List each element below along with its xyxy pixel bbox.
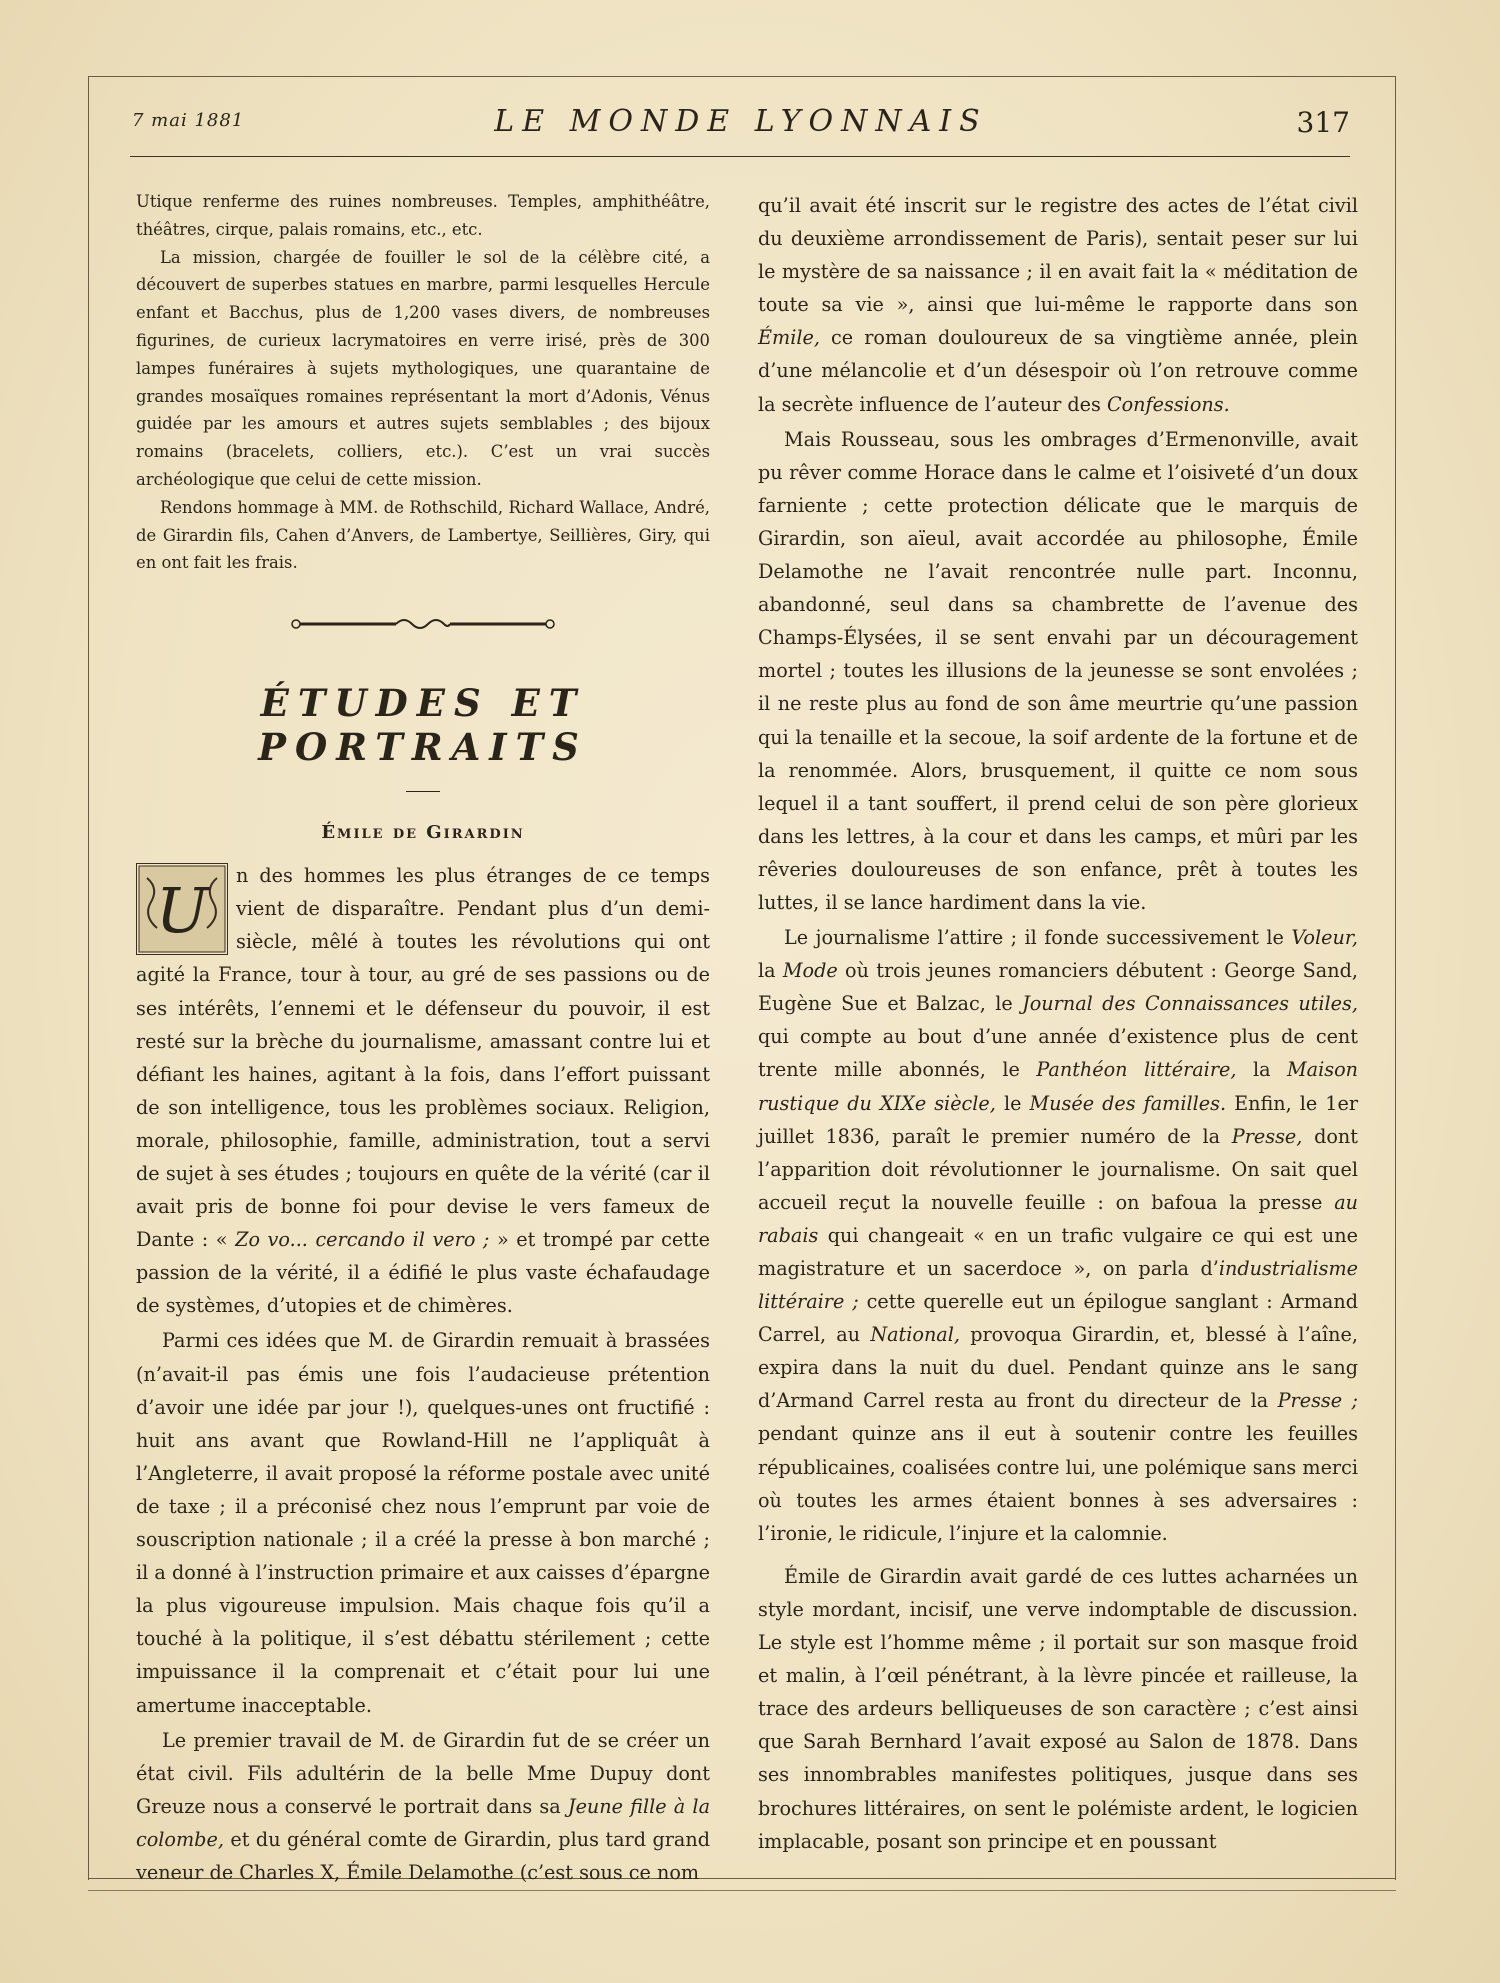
book-title: Émile, xyxy=(758,326,820,350)
book-title: Confessions. xyxy=(1106,392,1230,416)
article-paragraph-text: qui changeait « en un trafic vulgaire ce qui est une magistrature et un sacerdoce », on parla d’ xyxy=(758,1223,1358,1280)
article-paragraph: Parmi ces idées que M. de Girardin remuait à brassées (n’avait-il pas émis une fois l’audacieuse prétention d’avoir une idée par jour !), quelques-unes ont fructifié : huit ans avant que Rowland-Hill ne l’appliquât à l’Angleterre, il avait proposé la réforme postale avec unité de taxe ; il a préconisé chez nous l’emprunt par voie de souscription nationale ; il a créé la presse à bon marché ; il a donné à l’instruction primaire et aux caisses d’épargne la plus vigoureuse impulsion. Mais chaque fois qu’il a touché à la politique, il s’est débattu stérilement ; cette impuissance il la comprenait et c’était pour lui une amertume inacceptable. xyxy=(136,1329,710,1717)
article-paragraph-text: Le journalisme l’attire ; il fonde successivement le xyxy=(784,926,1284,950)
article-paragraph-text: qu’il avait été inscrit sur le registre des actes de l’état civil du deuxième arrondissement de Paris), sentait peser sur lui le mystère de sa naissance ; il en avait fait la « méditation de toute sa vie », ainsi que lui-même le rapporte dans son xyxy=(758,194,1358,317)
journal-title: Mode xyxy=(782,959,838,983)
frame-left-rule xyxy=(88,76,89,1880)
journal-title: Presse, xyxy=(1231,1124,1303,1148)
article-paragraph-text: n des hommes les plus étranges de ce temps vient de disparaître. Pendant plus d’un demi-siècle, mêlé à toutes les révolutions qui ont agité la France, tour à tour, au gré de ses passions ou de ses intérêts, l’ennemi et le défenseur du pouvoir, il est resté sur la brèche du journalisme, amassant contre lui et défiant les haines, agitant à la fois, dans l’effort puissant de son intelligence, tous les problèmes sociaux. Religion, morale, philosophie, famille, administration, tout a servi de sujet à ses études ; toujours en quête de la vérité (car il avait pris de bonne foi pour devise le vers fameux de Dante : « xyxy=(136,864,710,1252)
article-paragraph-text: » et trompé par cette passion de la vérité, il a édifié le plus vaste échafaudage de systèmes, d’utopies et de chimères. xyxy=(136,1228,710,1318)
article-paragraph-text: où trois jeunes romanciers débutent : George Sand, Eugène Sue et Balzac, le xyxy=(758,959,1358,1016)
article-paragraph-text: dont l’apparition doit révolutionner le journalisme. On sait quel accueil reçut la nouvelle feuille : on bafoua la presse xyxy=(758,1124,1358,1214)
header-rule xyxy=(130,156,1350,157)
article-paragraph-text: le xyxy=(1003,1091,1022,1115)
article-paragraph xyxy=(136,1724,710,1889)
article-paragraph-text: et du général comte de Girardin, plus tard grand veneur de Charles X, Émile Delamothe (c’est sous ce nom xyxy=(136,1827,710,1884)
right-column xyxy=(758,189,1358,1860)
intro-paragraph: Rendons hommage à MM. de Rothschild, Richard Wallace, André, de Girardin fils, Cahen d’Anvers, de Lambertye, Seillières, Giry, qui en ont fait les frais. xyxy=(136,497,710,573)
frame-right-rule xyxy=(1395,76,1396,1880)
journal-title: Maison rustique du XIXe siècle, xyxy=(758,1058,1359,1115)
article-paragraph xyxy=(758,189,1358,421)
header-title: LE MONDE LYONNAIS xyxy=(494,104,988,139)
frame-top-rule xyxy=(88,76,1396,77)
painting-title: Jeune fille à la colombe, xyxy=(136,1794,711,1851)
article-paragraph-text: la xyxy=(758,959,776,983)
article-paragraph-text: qui compte au bout d’une année d’existence plus de cent trente mille abonnés, le xyxy=(758,1025,1358,1082)
dropcap-ornament xyxy=(136,863,228,955)
section-title: ÉTUDES ET PORTRAITS xyxy=(258,681,588,770)
journal-title: National, xyxy=(870,1323,960,1347)
article-paragraph xyxy=(758,921,1358,1550)
article-paragraph-text: provoqua Girardin, et, blessé à l’aîne, expira dans la nuit du duel. Pendant quinze ans le sang d’Armand Carrel resta au front du directeur de la xyxy=(758,1323,1358,1413)
emphasis-text: industrialisme littéraire ; xyxy=(758,1257,1358,1314)
dante-quote: Zo vo... cercando il vero ; xyxy=(235,1228,490,1252)
journal-title: Voleur, xyxy=(1291,926,1358,950)
left-column xyxy=(136,188,710,1891)
journal-title: Panthéon littéraire, xyxy=(1036,1058,1237,1082)
article-paragraph: Émile de Girardin avait gardé de ces luttes acharnées un style mordant, incisif, une verve indomptable de discussion. Le style est l’homme même ; il portait sur son masque froid et malin, à l’œil pénétrant, à la lèvre pincée et railleuse, la trace des ardeurs belliqueuses de son caractère ; c’est ainsi que Sarah Bernhard l’avait exposé au Salon de 1878. Dans ses innombrables manifestes politiques, jusque dans ses brochures littéraires, on sent le polémiste ardent, le logicien implacable, posant son principe et en poussant xyxy=(758,1564,1358,1853)
page-number: 317 xyxy=(1296,106,1350,139)
journal-title: Journal des Connaissances utiles, xyxy=(1022,992,1358,1016)
intro-paragraph: Utique renferme des ruines nombreuses. Temples, amphithéâtre, théâtres, cirque, palais romains, etc., etc. xyxy=(136,192,710,239)
header-date: 7 mai 1881 xyxy=(132,110,245,131)
article-paragraph: Mais Rousseau, sous les ombrages d’Ermenonville, avait pu rêver comme Horace dans le calme et l’oisiveté d’un doux farniente ; cette protection délicate que le marquis de Girardin, son aïeul, avait accordée au philosophe, Émile Delamothe ne l’avait rencontrée nulle part. Inconnu, abandonné, seul dans sa chambrette de l’avenue des Champs-Élysées, il se sent envahi par un découragement mortel ; toutes les illusions de la jeunesse se sont envolées ; il ne reste plus au fond de son âme meurtrie qu’une passion qui la tenaille et la secoue, la soif ardente de la fortune et de la renommée. Alors, brusquement, il quitte ce nom sous lequel il a tant souffert, il prend celui de son père glorieux dans les lettres, à la cour et dans les camps, et mûri par les rêveries douloureuses de son enfance, prêt à toutes les luttes, il se lance hardiment dans la vie. xyxy=(758,427,1358,914)
article-paragraph-text: pendant quinze ans il eut à soutenir contre les feuilles républicaines, coalisées contre lui, une polémique sans merci où toutes les armes étaient bonnes à ses adversaires : l’ironie, le ridicule, l’injure et la calomnie. xyxy=(758,1422,1358,1545)
intro-paragraph: La mission, chargée de fouiller le sol de la célèbre cité, a découvert de superbes statues en marbre, parmi lesquelles Hercule enfant et Bacchus, plus de 1,200 vases divers, de nombreuses figurines, de curieux lacrymatoires en verre irisé, près de 300 lampes funéraires à sujets mythologiques, une quarantaine de grandes mosaïques romaines représentant la mort d’Adonis, Vénus guidée par les amours et autres sujets semblables ; des bijoux romains (bracelets, colliers, etc.). C’est un vrai succès archéologique que celui de cette mission. xyxy=(136,247,710,489)
article-body-left xyxy=(136,859,710,1889)
page-header xyxy=(132,100,1350,150)
article-paragraph-text: cette querelle eut un épilogue sanglant : Armand Carrel, au xyxy=(758,1290,1358,1347)
article-paragraph-text: Enfin, le 1er juillet 1836, paraît le premier numéro de la xyxy=(758,1091,1359,1148)
dropcap-letter-icon xyxy=(137,864,227,954)
emphasis-text: au rabais xyxy=(758,1190,1358,1247)
article-paragraph-text: Le premier travail de M. de Girardin fut de se créer un état civil. Fils adultérin de la belle Mme Dupuy dont Greuze nous a conservé le portrait dans sa xyxy=(136,1728,710,1818)
article-paragraph-text: la xyxy=(1252,1058,1271,1082)
intro-section xyxy=(136,188,710,577)
article-title: Émile de Girardin xyxy=(321,822,525,844)
journal-title: Presse ; xyxy=(1277,1389,1358,1413)
ornament-divider xyxy=(288,615,558,633)
dropcap-letter: U xyxy=(155,874,209,948)
journal-title: Musée des familles. xyxy=(1029,1091,1227,1115)
article-paragraph-text: ce roman douloureux de sa vingtième année, plein d’une mélancolie et d’un désespoir où l’on retrouve comme la secrète influence de l’auteur des xyxy=(758,326,1358,416)
